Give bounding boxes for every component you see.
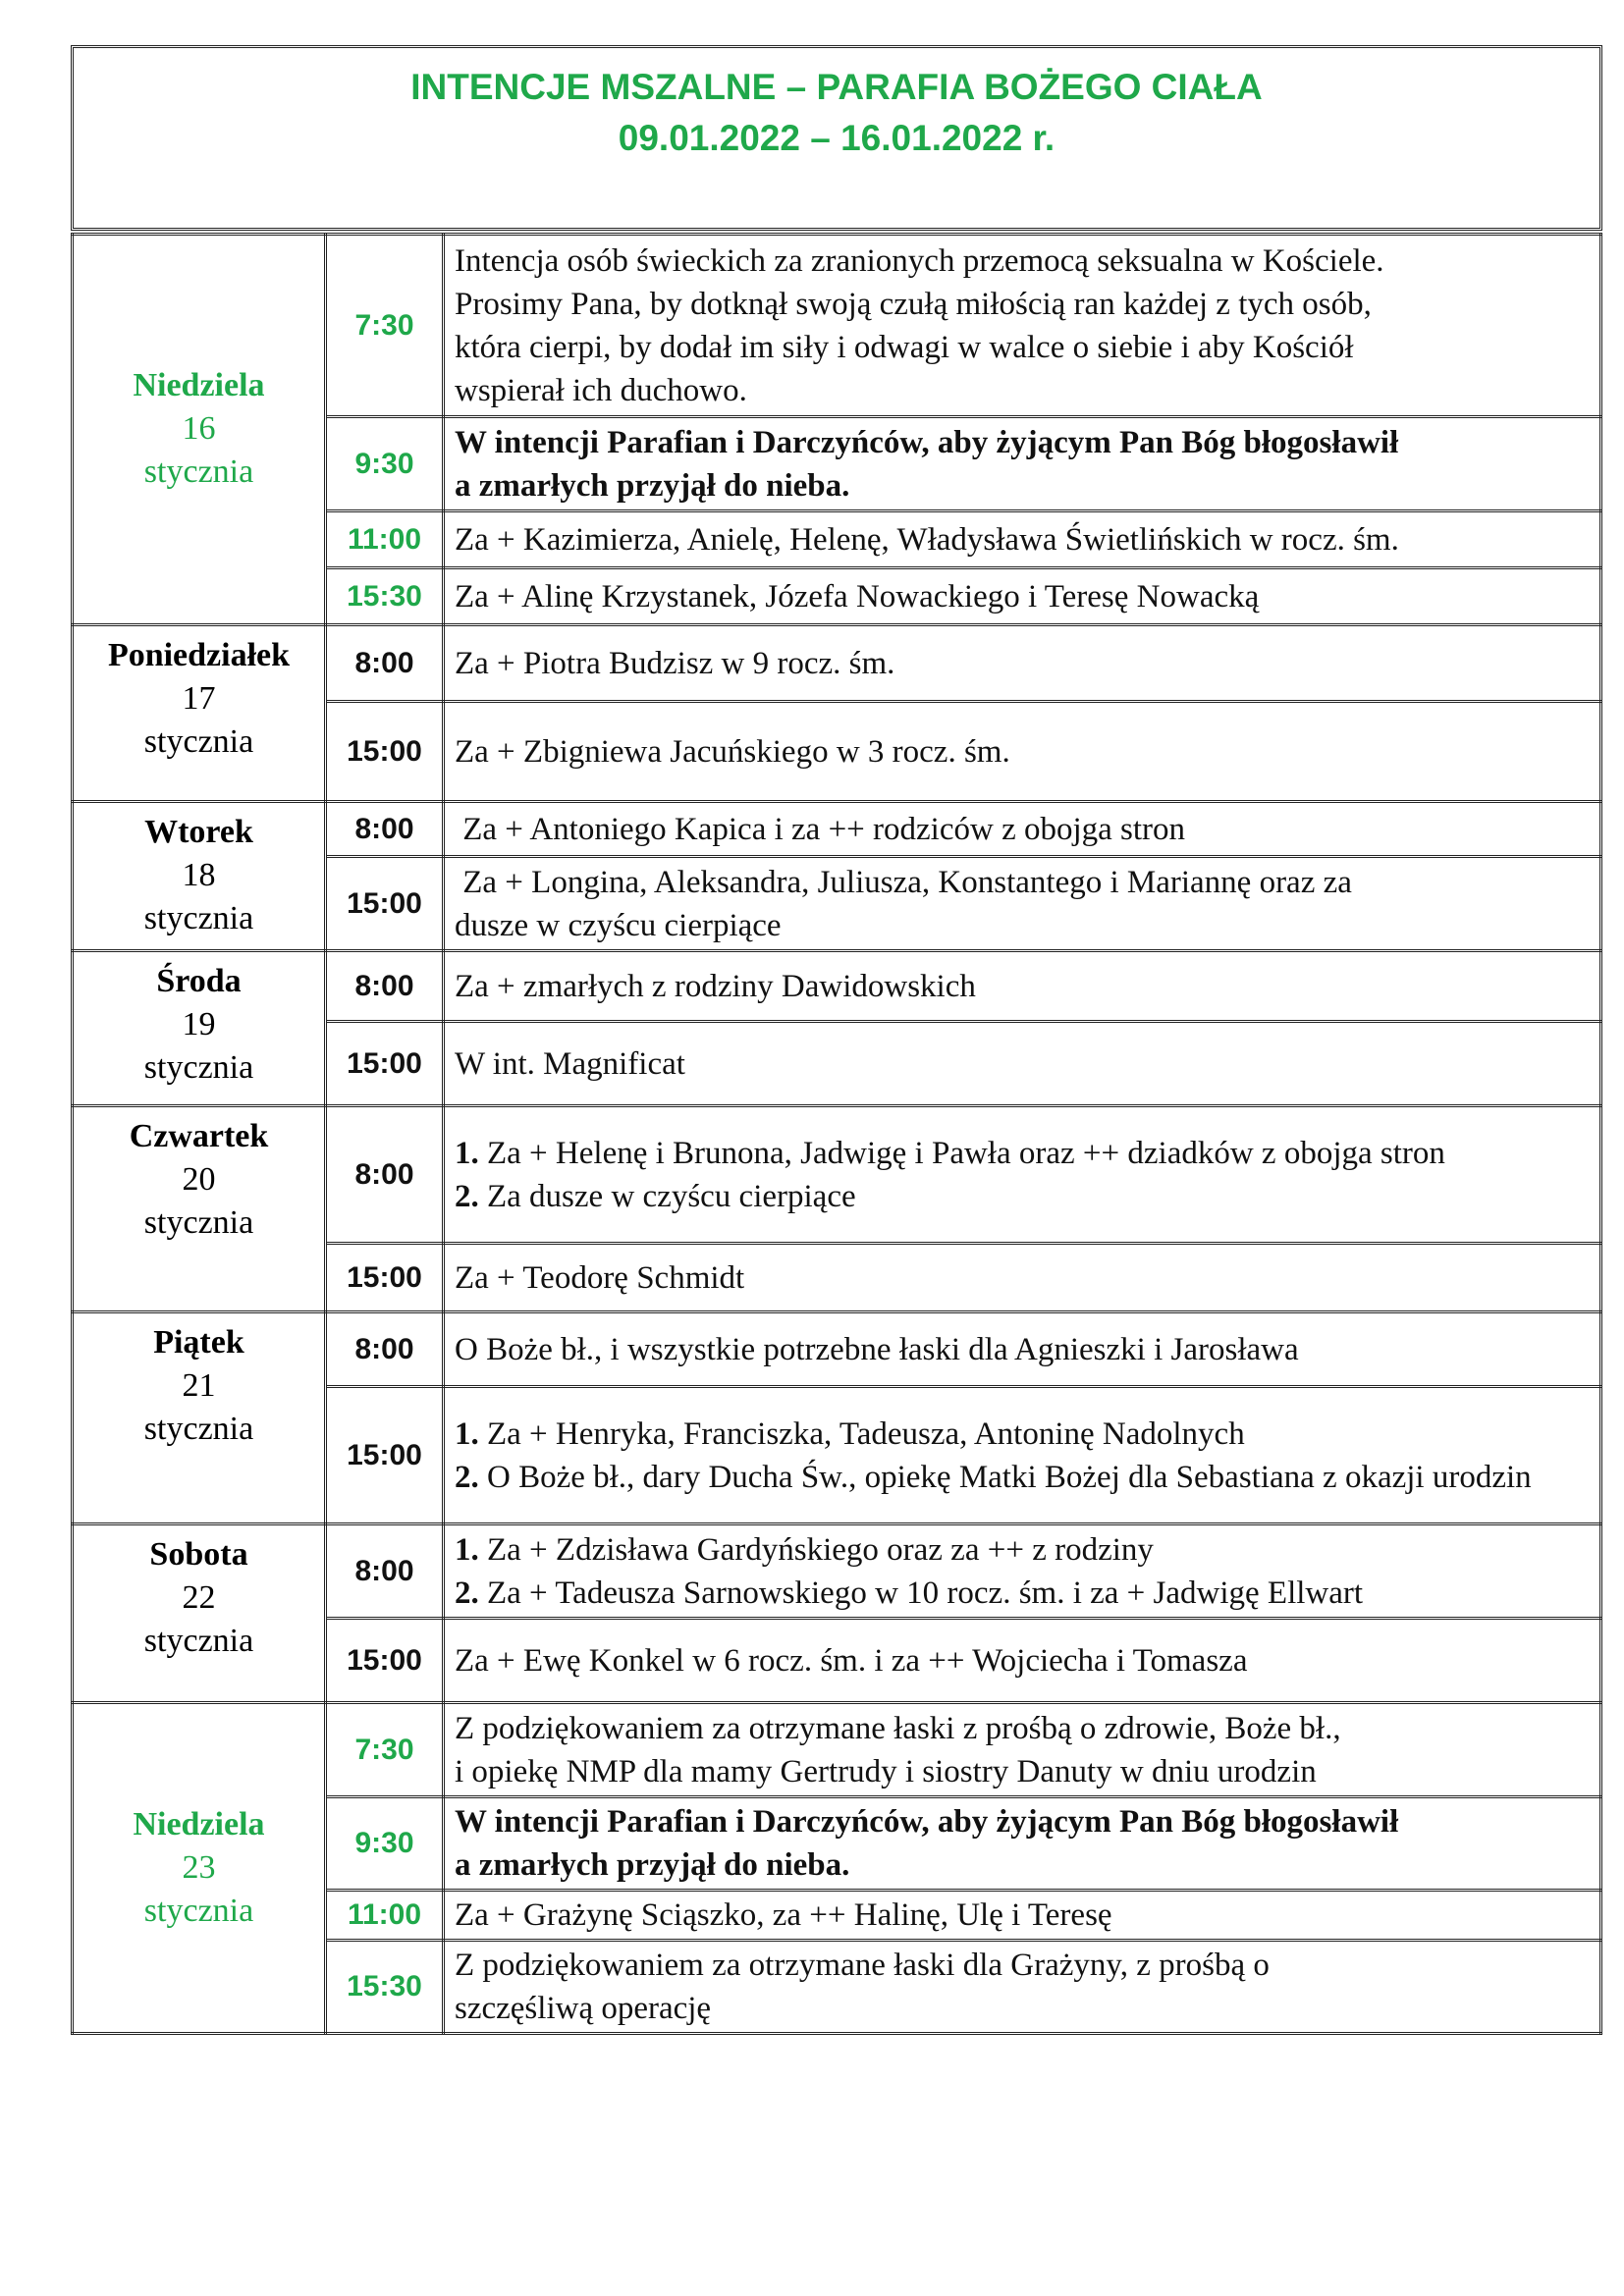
intention-text (444, 1106, 1601, 1244)
day-number: 22 (182, 1579, 216, 1616)
intention-text: O Boże bł., i wszystkie potrzebne łaski dla Agnieszki i Jarosława (444, 1312, 1601, 1387)
mass-time: 15:30 (326, 1941, 444, 2034)
mass-time: 15:00 (326, 702, 444, 802)
table-row (73, 951, 1601, 1022)
intention-text: Z podziękowaniem za otrzymane łaski dla Grażyny, z prośbą o szczęśliwą operację (444, 1941, 1601, 2034)
mass-time: 9:30 (326, 1797, 444, 1891)
day-number: 18 (182, 857, 216, 893)
page-title: INTENCJE MSZALNE – PARAFIA BOŻEGO CIAŁA (410, 67, 1263, 107)
list-item: 2. O Boże bł., dary Ducha Św., opiekę Matki Bożej dla Sebastiana z okazji urodzin (455, 1459, 1532, 1495)
mass-time: 8:00 (326, 1106, 444, 1244)
day-name: Wtorek (144, 814, 253, 850)
mass-time: 15:30 (326, 568, 444, 625)
day-name: Sobota (149, 1536, 248, 1573)
day-cell (73, 951, 326, 1106)
day-cell (73, 1524, 326, 1703)
list-item: 1. Za + Henryka, Franciszka, Tadeusza, Antoninę Nadolnych (455, 1415, 1245, 1452)
mass-time: 8:00 (326, 951, 444, 1022)
day-name: Niedziela (133, 367, 265, 403)
list-item: 2. Za dusze w czyścu cierpiące (455, 1178, 856, 1214)
list-item: 1. Za + Helenę i Brunona, Jadwigę i Pawła oraz ++ dziadków z obojga stron (455, 1135, 1445, 1171)
table-row (73, 802, 1601, 857)
table-row (73, 1312, 1601, 1387)
day-month: stycznia (143, 723, 254, 760)
day-cell (73, 1312, 326, 1524)
mass-time: 11:00 (326, 511, 444, 568)
table-row (73, 1524, 1601, 1619)
header-box (71, 45, 1602, 231)
intention-text: Za + Kazimierza, Anielę, Helenę, Władysława Świetlińskich w rocz. śm. (444, 511, 1601, 568)
day-name: Poniedziałek (107, 637, 291, 673)
day-name: Piątek (153, 1324, 244, 1361)
day-number: 20 (182, 1161, 216, 1198)
intention-text: Za + Alinę Krzystanek, Józefa Nowackiego i Teresę Nowacką (444, 568, 1601, 625)
mass-time: 11:00 (326, 1891, 444, 1941)
day-name: Niedziela (133, 1805, 265, 1842)
mass-time: 15:00 (326, 1387, 444, 1524)
day-month: stycznia (143, 1623, 254, 1659)
list-item: 2. Za + Tadeusza Sarnowskiego w 10 rocz. śm. i za + Jadwigę Ellwart (455, 1575, 1364, 1611)
intention-text: W intencji Parafian i Darczyńców, aby żyjącym Pan Bóg błogosławił a zmarłych przyjął do nieba. (444, 417, 1601, 511)
mass-time: 15:00 (326, 1022, 444, 1106)
table-row (73, 235, 1601, 417)
day-number: 21 (182, 1367, 216, 1404)
day-month: stycznia (143, 454, 254, 490)
list-item: 1. Za + Zdzisława Gardyńskiego oraz za ++ z rodziny (455, 1531, 1154, 1568)
day-number: 17 (182, 680, 216, 717)
mass-intentions-table (71, 233, 1602, 2035)
mass-time: 8:00 (326, 1524, 444, 1619)
intention-text: Za + zmarłych z rodziny Dawidowskich (444, 951, 1601, 1022)
mass-time: 9:30 (326, 417, 444, 511)
day-number: 16 (182, 410, 216, 447)
mass-time: 7:30 (326, 1703, 444, 1797)
table-row (73, 1703, 1601, 1797)
intention-text: Intencja osób świeckich za zranionych przemocą seksualna w Kościele. Prosimy Pana, by dotknął swoją czułą miłością ran każdej z tych osób, która cierpi, by dodał im siły i odwagi w walce o siebie i aby Kościół wspierał ich duchowo. (444, 235, 1601, 417)
date-range: 09.01.2022 – 16.01.2022 r. (618, 118, 1056, 158)
day-name: Środa (156, 963, 242, 999)
mass-time: 15:00 (326, 857, 444, 951)
mass-time: 8:00 (326, 1312, 444, 1387)
intention-text (444, 1387, 1601, 1524)
mass-time: 15:00 (326, 1619, 444, 1703)
day-cell (73, 802, 326, 951)
day-name: Czwartek (129, 1118, 269, 1154)
mass-time: 7:30 (326, 235, 444, 417)
day-cell (73, 1106, 326, 1312)
day-cell (73, 625, 326, 802)
day-number: 19 (182, 1006, 216, 1042)
intention-text: W intencji Parafian i Darczyńców, aby żyjącym Pan Bóg błogosławił a zmarłych przyjął do nieba. (444, 1797, 1601, 1891)
intention-text: Za + Zbigniewa Jacuńskiego w 3 rocz. śm. (444, 702, 1601, 802)
day-month: stycznia (143, 1049, 254, 1086)
intention-text: Za + Piotra Budzisz w 9 rocz. śm. (444, 625, 1601, 702)
schedule-sheet (71, 45, 1602, 2035)
mass-time: 8:00 (326, 625, 444, 702)
intention-text: Za + Longina, Aleksandra, Juliusza, Konstantego i Mariannę oraz za dusze w czyścu cierpiące (444, 857, 1601, 951)
day-cell (73, 235, 326, 625)
table-row (73, 625, 1601, 702)
day-cell (73, 1703, 326, 2034)
intention-text (444, 1524, 1601, 1619)
day-month: stycznia (143, 1892, 254, 1929)
intention-text: Za + Antoniego Kapica i za ++ rodziców z obojga stron (444, 802, 1601, 857)
intention-text: Za + Grażynę Sciąszko, za ++ Halinę, Ulę i Teresę (444, 1891, 1601, 1941)
day-month: stycznia (143, 1411, 254, 1447)
intention-text: W int. Magnificat (444, 1022, 1601, 1106)
day-month: stycznia (143, 900, 254, 936)
mass-time: 15:00 (326, 1244, 444, 1312)
day-number: 23 (182, 1848, 216, 1886)
intention-text: Za + Ewę Konkel w 6 rocz. śm. i za ++ Wojciecha i Tomasza (444, 1619, 1601, 1703)
intention-text: Z podziękowaniem za otrzymane łaski z prośbą o zdrowie, Boże bł., i opiekę NMP dla mamy Gertrudy i siostry Danuty w dniu urodzin (444, 1703, 1601, 1797)
table-row (73, 1106, 1601, 1244)
day-month: stycznia (143, 1204, 254, 1241)
mass-time: 8:00 (326, 802, 444, 857)
intention-text: Za + Teodorę Schmidt (444, 1244, 1601, 1312)
